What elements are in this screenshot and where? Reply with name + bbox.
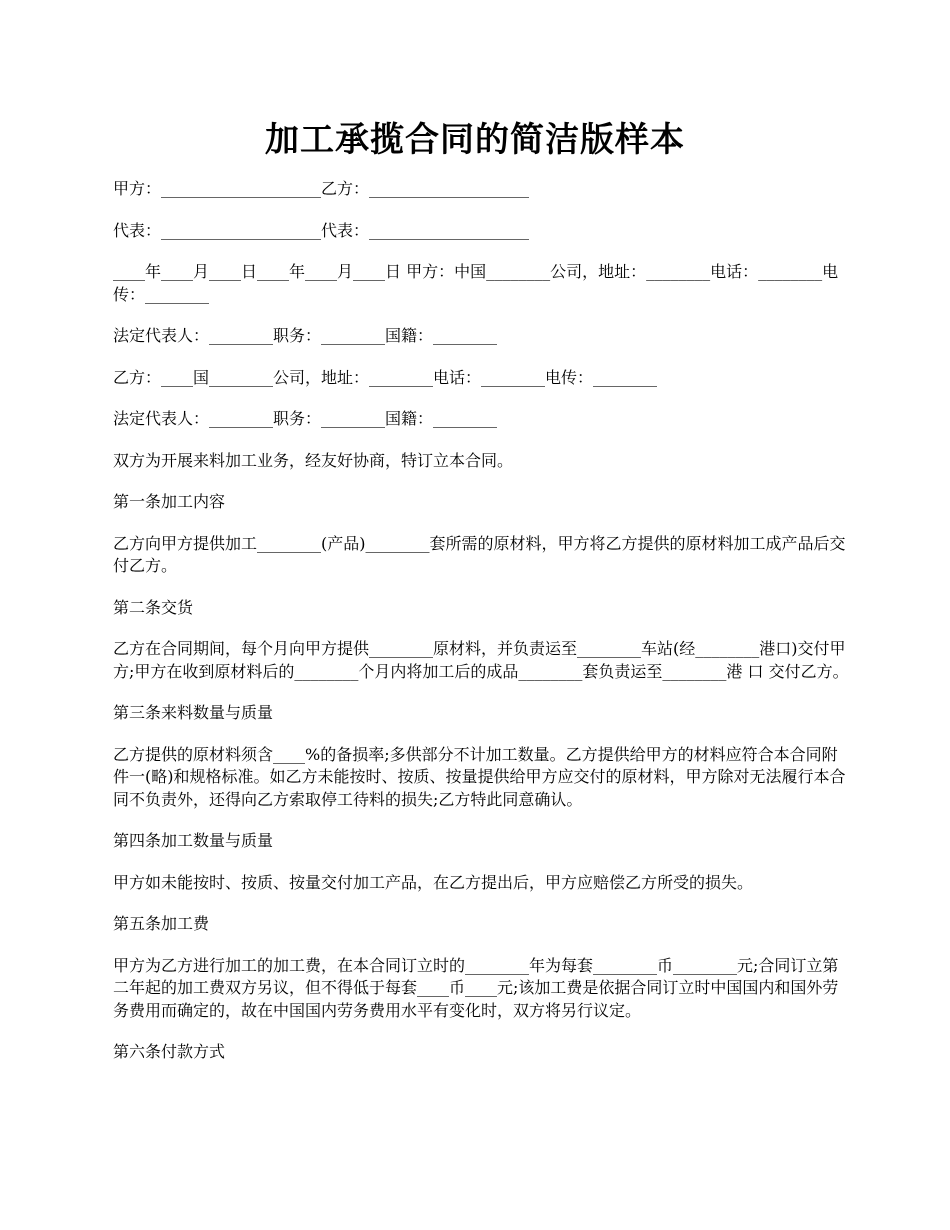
article-5-text: 甲方为乙方进行加工的加工费，在本合同订立时的________年为每套________币________元;合同订立第二年起的加工费双方另议，但不得低于每套____币____元;该加工费是依据合同订立时中国国内和国外劳务费用而确定的，故在中国国内劳务费用水平有变化时，双方将另行议定。 xyxy=(113,955,839,1020)
article-4-heading: 第四条加工数量与质量 xyxy=(113,831,274,850)
party-b-info: 乙方：____国________公司，地址：________电话：________电传：________ xyxy=(113,367,658,387)
document-title: 加工承揽合同的简洁版样本 xyxy=(265,120,685,160)
party-b-legal-rep: 法定代表人：________职务：________国籍：________ xyxy=(113,409,498,428)
document-body xyxy=(113,178,853,1083)
preamble: 双方为开展来料加工业务，经友好协商，特订立本合同。 xyxy=(113,450,514,470)
article-3-text: 乙方提供的原材料须含____%的备损率;多供部分不计加工数量。乙方提供给甲方的材料应符合本合同附件一(略)和规格标准。如乙方未能按时、按质、按量提供给甲方应交付的原材料，甲方除对无法履行本合同不负责外，还得向乙方索取停工待料的损失;乙方特此同意确认。 xyxy=(113,744,846,809)
article-4-text: 甲方如未能按时、按质、按量交付加工产品，在乙方提出后，甲方应赔偿乙方所受的损失。 xyxy=(113,872,754,892)
party-a-legal-rep: 法定代表人：________职务：________国籍：________ xyxy=(113,326,498,345)
article-1-text: 乙方向甲方提供加工________(产品)________套所需的原材料，甲方将乙方提供的原材料加工成产品后交付乙方。 xyxy=(113,533,846,575)
article-3-heading: 第三条来料数量与质量 xyxy=(113,703,274,722)
representative-line: 代表：____________________代表：____________________ xyxy=(113,220,530,240)
article-5-heading: 第五条加工费 xyxy=(113,914,210,933)
party-a-b-line: 甲方：____________________乙方：____________________ xyxy=(113,179,530,198)
article-2-heading: 第二条交货 xyxy=(113,597,194,617)
article-6-heading: 第六条付款方式 xyxy=(113,1042,226,1061)
article-2-text: 乙方在合同期间，每个月向甲方提供________原材料，并负责运至________车站(经________港口)交付甲方;甲方在收到原材料后的________个月内将加工后的成品________套负责运至________港 口 交付乙方。 xyxy=(113,639,849,681)
date-party-a-info: ____年____月____日____年____月____日 甲方：中国________公司，地址：________电话：________电传：________ xyxy=(113,262,839,304)
article-1-heading: 第一条加工内容 xyxy=(113,492,226,511)
